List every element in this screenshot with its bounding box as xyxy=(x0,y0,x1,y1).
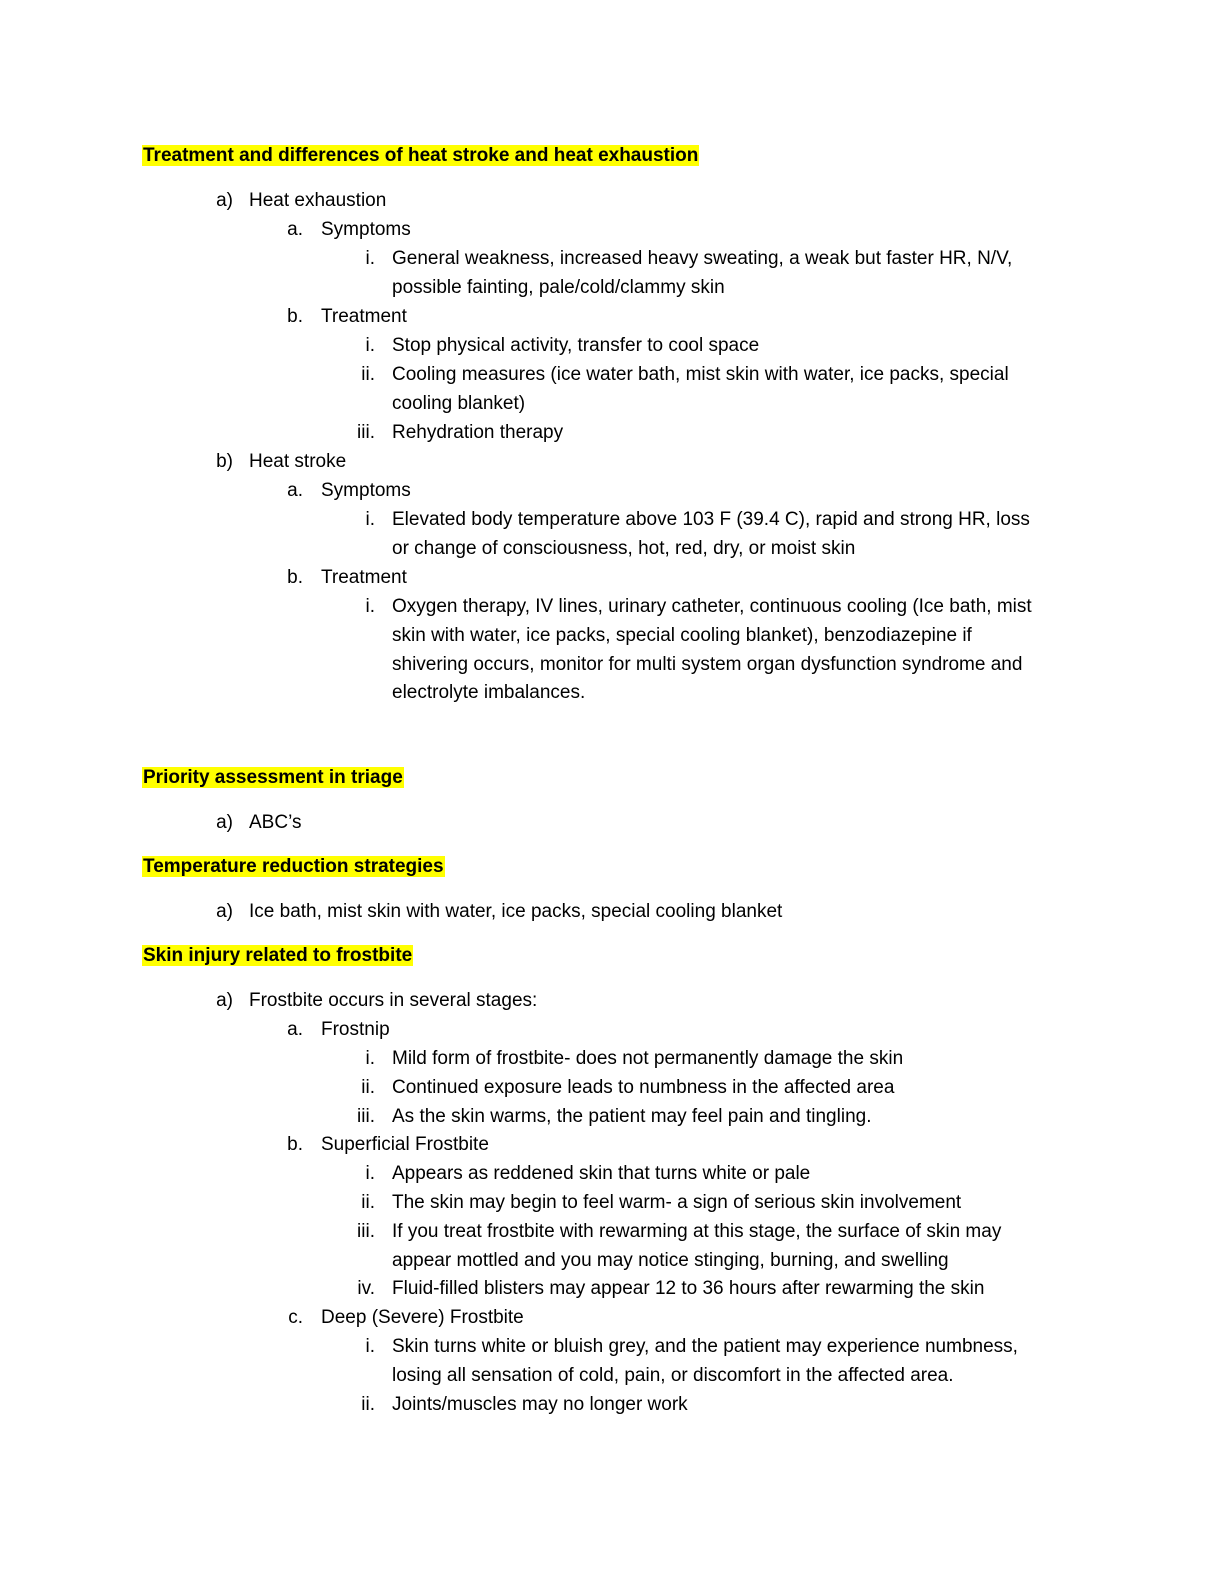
document-page: Treatment and differences of heat stroke and heat exhaustion a) Heat exhaustion a. Symptoms i. General weakness, increased heavy sweating, a weak but faster HR, N/V, possible fainting, pale/cold/clammy skin b. Treatment i. Stop physical activity, transfer to cool space ii. Cooling measures (ice water bath, mist skin with water, ice packs, special cooling blanket) iii. Rehydration therapy b) Heat stroke a. Symptoms i. Elevated body temperature above 103 F (39.4 C), rapid and strong HR, loss or change of consciousness, hot, red, dry, or moist skin b. Treatment i. Oxygen therapy, IV lines, urinary catheter, continuous cooling (Ice bath, mist skin with water, ice packs, special cooling blanket), benzodiazepine if shivering occurs, monitor for multi system organ dysfunction syndrome and electrolyte imbalances. Priority assessment in triage a) ABC’s Temperature reduction strategies a) Ice bath, mist skin with water, ice packs, special cooling blanket Skin injury related to frostbite a) Frostbite occurs in several stages: a. Frostnip i. Mild form of frostbite- does not permanently damage the skin ii. Continued exposure leads to numbness in the affected area iii. As the skin warms, the patient may feel pain and tingling. b. Superficial Frostbite i. Appears as reddened skin that turns white or pale ii. The skin may begin to feel warm- a sign of serious skin involvement iii. If you treat frostbite with rewarming at this stage, the surface of skin may appear mottled and you may notice stinging, burning, and swelling iv. Fluid-filled blisters may appear 12 to 36 hours after rewarming the skin c. Deep (Severe) Frostbite i. Skin turns white or bluish grey, and the patient may experience numbness, losing all sensation of cold, pain, or discomfort in the affected area. ii. Joints/muscles may no longer work xyxy=(143,145,1032,1415)
section-heading-frostbite: Skin injury related to frostbite xyxy=(143,945,413,966)
section-heading-heat: Treatment and differences of heat stroke and heat exhaustion xyxy=(143,145,699,166)
section-heading-triage: Priority assessment in triage xyxy=(143,767,403,788)
section-heading-temperature: Temperature reduction strategies xyxy=(143,856,444,877)
